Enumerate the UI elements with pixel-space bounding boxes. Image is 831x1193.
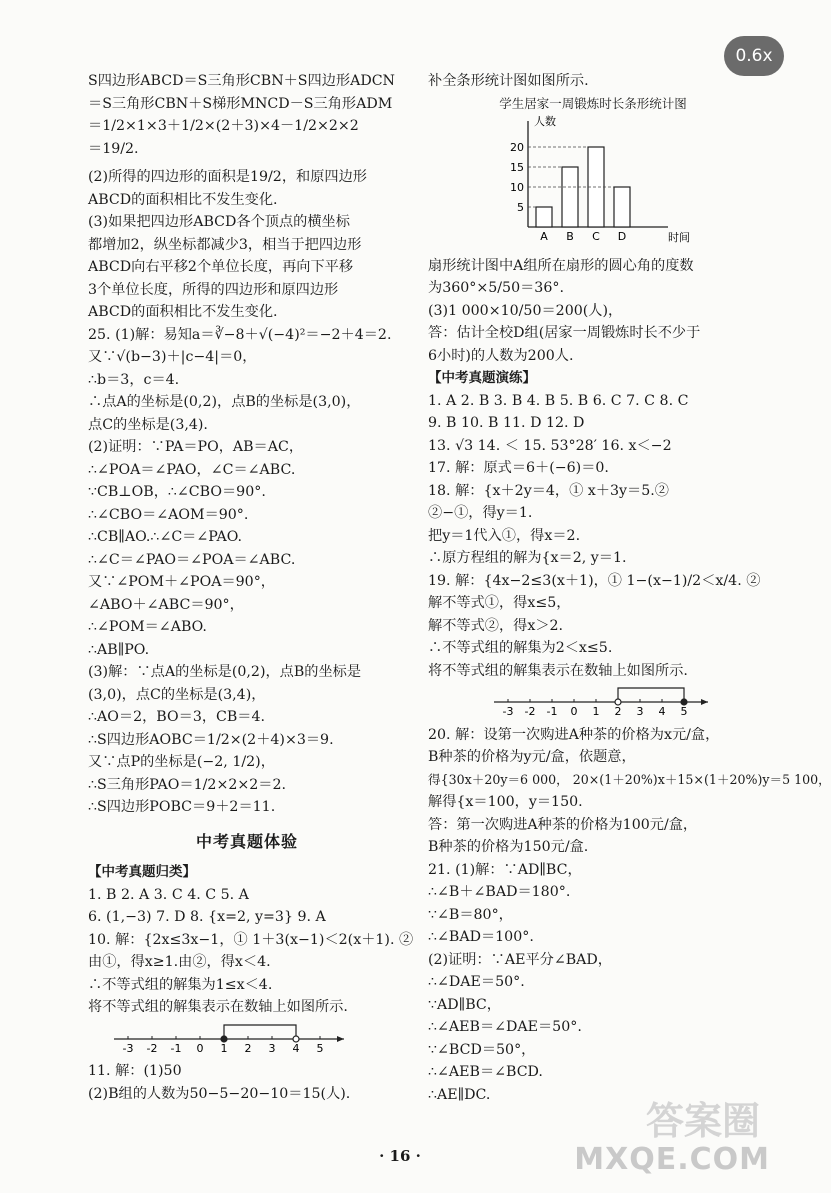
tick-label: 1 — [220, 1041, 228, 1055]
text-line: ∴∠POA＝∠PAO，∠C＝∠ABC. — [88, 461, 296, 478]
question-25 — [88, 324, 406, 819]
y-tick-label: 5 — [517, 201, 524, 214]
y-tick-label: 10 — [510, 181, 524, 194]
text-line: ∴b＝3，c＝4. — [88, 371, 180, 388]
text-line: ∵∠B＝80°， — [428, 906, 513, 923]
tick-label: 1 — [592, 705, 600, 718]
text-line: ∴∠B＋∠BAD＝180°. — [428, 884, 571, 900]
text-line: 解得{x＝100，y＝150. — [428, 794, 583, 810]
tick-label: 4 — [658, 705, 666, 718]
text-line: ABCD向右平移2个单位长度，再向下平移 — [88, 259, 354, 275]
text-line: ∴∠AEB＝∠BCD. — [428, 1064, 543, 1080]
text-line: ∴∠BAD＝100°. — [428, 929, 534, 945]
text-line: 21. (1)解：∵AD∥BC， — [428, 861, 582, 878]
solution-bracket — [618, 688, 684, 702]
question-18 — [428, 480, 758, 570]
text-line: (3,0)，点C的坐标是(3,4)， — [88, 686, 266, 703]
page-number: · 16 · — [379, 1147, 421, 1165]
text-line: 20. 解：设第一次购进A种茶的价格为x元/盒， — [428, 726, 720, 743]
tick-label: -3 — [122, 1041, 134, 1055]
left-column — [88, 70, 414, 1105]
text-line: 3个单位长度，所得的四边形和原四边形 — [88, 281, 339, 298]
text-line: ∴∠C＝∠PAO＝∠POA＝∠ABC. — [88, 551, 296, 568]
axis-arrow — [337, 1036, 344, 1042]
tick-label: 4 — [292, 1041, 300, 1055]
bar — [614, 187, 630, 227]
number-line-2 — [428, 682, 698, 716]
text-line: 解不等式②，得x＞2. — [428, 617, 564, 634]
text-line: S四边形ABCD＝S三角形CBN＋S四边形ADCN — [88, 73, 395, 89]
text-line: ∴∠AEB＝∠DAE＝50°. — [428, 1019, 582, 1035]
bar — [562, 167, 578, 227]
chart-title: 学生居家一周锻炼时长条形统计图 — [499, 95, 687, 111]
text-line: 为360°×5/50＝36°. — [428, 280, 564, 296]
tick-label: 2 — [614, 705, 622, 718]
endpoint — [221, 1036, 227, 1042]
text-line: 11. 解：(1)50 — [88, 1063, 182, 1079]
part-2-3 — [88, 166, 406, 324]
text-line: 由①，得x≥1.由②，得x＜4. — [88, 954, 271, 970]
text-line: 把y＝1代入①，得x＝2. — [428, 527, 581, 544]
axis-arrow — [701, 699, 708, 705]
answers-line: 1. B 2. A 3. C 4. C 5. A — [88, 886, 249, 903]
question-20 — [428, 724, 831, 859]
x-axis-label: 时间 — [668, 231, 690, 244]
tick-label: 5 — [680, 705, 688, 718]
text-line: B种茶的价格为150元/盒. — [428, 839, 589, 855]
watermark-logo: 答案圈 — [645, 1099, 760, 1143]
text-line: ABCD的面积相比不发生变化. — [88, 191, 278, 208]
bar-chart — [428, 115, 758, 247]
tick-label: 0 — [570, 705, 578, 718]
section-title: 中考真题体验 — [195, 831, 298, 851]
text-line: ∴∠DAE＝50°. — [428, 974, 525, 990]
text-line: 得{30x＋20y＝6 000， 20×(1＋20%)x＋15×(1＋20%)y＝5 100， — [428, 771, 831, 787]
text-line: ∴AE∥DC. — [428, 1086, 491, 1103]
text-line: 解不等式①，得x≤5， — [428, 595, 571, 611]
text-line: 点C的坐标是(3,4). — [88, 416, 208, 433]
tick-label: 3 — [636, 705, 644, 718]
text-line: (2)所得的四边形的面积是19/2，和原四边形 — [88, 169, 367, 185]
x-tick-label: A — [540, 230, 548, 243]
question-10 — [88, 929, 414, 1019]
text-line: ABCD的面积相比不发生变化. — [88, 304, 278, 320]
text-line: (3)解：∵点A的坐标是(0,2)，点B的坐标是 — [88, 664, 362, 680]
text-line: (2)证明：∵AE平分∠BAD， — [428, 951, 612, 968]
tick-label: -1 — [170, 1041, 182, 1055]
text-line: 将不等式组的解集表示在数轴上如图所示. — [428, 662, 688, 679]
tick-label: -2 — [146, 1041, 158, 1055]
question-21 — [428, 859, 758, 1107]
text-line: 答：第一次购进A种茶的价格为100元/盒， — [428, 816, 698, 833]
text-line: ∴点A的坐标是(0,2)，点B的坐标是(3,0)， — [88, 394, 361, 410]
right-column — [428, 70, 831, 1106]
x-tick-label: B — [566, 230, 574, 243]
number-line-1 — [88, 1019, 348, 1053]
subsection-header: 【中考真题演练】 — [428, 370, 536, 386]
text-line: ②−①，得y＝1. — [428, 505, 533, 521]
tick-label: 3 — [268, 1041, 276, 1055]
text-line: ＝19/2. — [88, 140, 139, 157]
endpoint — [293, 1036, 299, 1042]
bar — [536, 207, 552, 227]
text-line: 25. (1)解：易知a＝∛−8＋√(−4)²＝−2＋4＝2. — [88, 326, 392, 343]
x-tick-label: C — [592, 230, 600, 243]
after-chart — [428, 255, 758, 368]
answers-line: 1. A 2. B 3. B 4. B 5. B 6. C 7. C 8. C — [428, 392, 689, 409]
text-line: ∴不等式组的解集为1≤x＜4. — [88, 976, 273, 993]
y-axis-label: 人数 — [534, 115, 556, 128]
y-tick-label: 15 — [510, 161, 524, 174]
text-line: 19. 解：{4x−2≤3(x＋1)，① 1−(x−1)/2＜x/4. ② — [428, 572, 761, 589]
text-line: (2)证明：∵PA＝PO，AB＝AC， — [88, 439, 304, 455]
x-tick-label: D — [617, 230, 627, 243]
text-line: 又∵点P的坐标是(−2, 1/2)， — [88, 754, 275, 770]
text-line: 补全条形统计图如图所示. — [428, 73, 589, 89]
text-line: ∠ABO＋∠ABC＝90°， — [88, 596, 244, 613]
y-tick-label: 20 — [510, 141, 524, 154]
text-line: B种茶的价格为y元/盒，依题意， — [428, 749, 636, 765]
watermark: MXQE.COM — [574, 1142, 770, 1177]
text-line: (3)1 000×10/50＝200(人)， — [428, 302, 623, 319]
tick-label: -2 — [524, 705, 536, 718]
answers-line: 13. √3 14. ＜ 15. 53°28′ 16. x＜−2 — [428, 437, 672, 454]
text-line: ∵CB⊥OB，∴∠CBO＝90°. — [88, 484, 266, 500]
text-line: ∴CB∥AO.∴∠C＝∠PAO. — [88, 529, 243, 545]
text-line: 将不等式组的解集表示在数轴上如图所示. — [88, 999, 348, 1015]
text-line: (2)B组的人数为50−5−20−10＝15(人). — [88, 1085, 351, 1102]
text-line: ∴S三角形PAO＝1/2×2×2＝2. — [88, 776, 287, 793]
text-line: 6小时)的人数为200人. — [428, 347, 574, 364]
solution-bracket — [224, 1025, 296, 1039]
text-line: ∵AD∥BC， — [428, 996, 501, 1013]
area-derivation — [88, 70, 406, 160]
question-19 — [428, 570, 761, 683]
text-line: ＝1/2×1×3＋1/2×(2＋3)×4－1/2×2×2 — [88, 118, 359, 134]
text-line: 又∵√(b−3)＋|c−4|＝0， — [88, 349, 257, 365]
text-line: 都增加2，纵坐标都减少3，相当于把四边形 — [88, 236, 362, 253]
zoom-badge[interactable]: 0.6x — [724, 36, 784, 76]
text-line: 扇形统计图中A组所在扇形的圆心角的度数 — [428, 257, 694, 274]
text-line: ＝S三角形CBN＋S梯形MNCD－S三角形ADM — [88, 95, 393, 112]
tick-label: 2 — [244, 1041, 252, 1055]
text-line: ∴AO＝2，BO＝3，CB＝4. — [88, 709, 266, 725]
text-line: 10. 解：{2x≤3x−1，① 1＋3(x−1)＜2(x＋1). ② — [88, 931, 414, 948]
text-line: 18. 解：{x＋2y＝4，① x＋3y＝5.② — [428, 482, 669, 499]
text-line: ∴AB∥PO. — [88, 641, 150, 658]
question-17: 17. 解：原式＝6＋(−6)＝0. — [428, 460, 609, 476]
text-line: ∴∠POM＝∠ABO. — [88, 619, 207, 635]
tick-label: -3 — [502, 705, 514, 718]
text-line: (3)如果把四边形ABCD各个顶点的横坐标 — [88, 214, 350, 230]
answers-line: 6. (1,−3) 7. D 8. {x=2, y=3} 9. A — [88, 909, 326, 925]
text-line: ∴原方程组的解为{x＝2, y＝1. — [428, 550, 627, 566]
text-line: ∵∠BCD＝50°， — [428, 1041, 536, 1058]
answers-line: 9. B 10. B 11. D 12. D — [428, 415, 585, 431]
text-line: ∴∠CBO＝∠AOM＝90°. — [88, 506, 249, 523]
subsection-header: 【中考真题归类】 — [88, 864, 196, 880]
tick-label: 5 — [316, 1041, 324, 1055]
tick-label: -1 — [546, 705, 558, 718]
text-line: ∴S四边形POBC＝9＋2＝11. — [88, 799, 276, 815]
text-line: 答：估计全校D组(居家一周锻炼时长不少于 — [428, 325, 701, 341]
text-line: ∴不等式组的解集为2＜x≤5. — [428, 640, 613, 656]
text-line: ∴S四边形AOBC＝1/2×(2＋4)×3＝9. — [88, 731, 334, 748]
endpoint — [615, 699, 621, 705]
text-line: 又∵∠POM＋∠POA＝90°， — [88, 574, 275, 590]
tick-label: 0 — [196, 1041, 204, 1055]
endpoint — [681, 699, 687, 705]
question-11 — [88, 1060, 406, 1105]
